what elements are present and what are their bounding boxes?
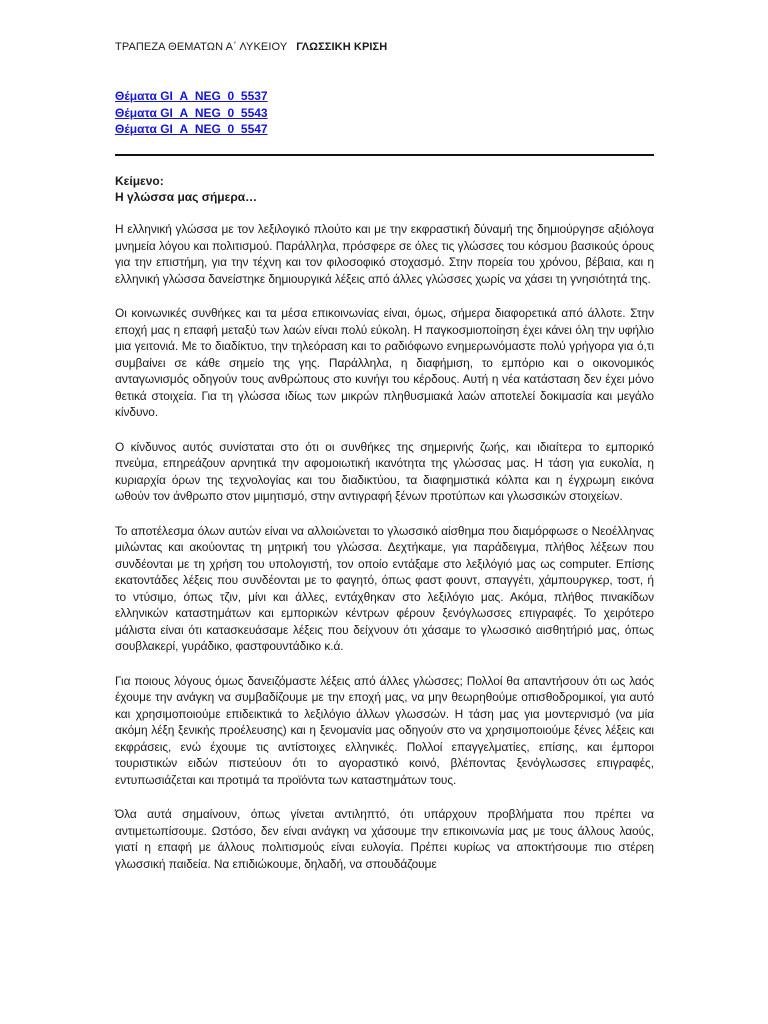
paragraph-1: Η ελληνική γλώσσα με τον λεξιλογικό πλούτο και με την εκφραστική δύναμή της δημιούργησε αξιόλογα μνημεία λόγου και πολιτισμού. Παράλληλα, πρόσφερε σε όλες τις γλώσσες του κόσμου βασικούς όρους για την επιστήμη, για την τέχνη και τον φιλοσοφικό στοχασμό. Στην πορεία του χρόνου, βέβαια, και η ελληνική γλώσσα δανείστηκε δημιουργικά λέξεις από άλλες γλώσσες χωρίς να χάσει τη γνησιότητά της. — [115, 222, 654, 286]
text-label: Κείμενο: — [115, 174, 164, 188]
horizontal-divider — [115, 154, 654, 156]
paragraph-4: Το αποτέλεσμα όλων αυτών είναι να αλλοιώνεται το γλωσσικό αίσθημα που διαμόρφωσε ο Νεοέλληνας μιλώντας και ακούοντας τη μητρική του γλώσσα. Δεχτήκαμε, για παράδειγμα, πλήθος λέξεων που συνδέονται με τη χρήση του υπολογιστή, τον οποίο εντάξαμε στο λεξιλόγιό μας ως computer. Επίσης εκατοντάδες λέξεις που συνδέονται με το φαγητό, όπως φαστ φουντ, σπαγγέτι, χάμπουργκερ, τοστ, ή το ντύσιμο, όπως τζιν, μίνι και άλλες, εντάχθηκαν στο λεξιλόγιο μας. Ακόμα, πλήθος πινακίδων ελληνικών καταστημάτων και εμπορικών κέντρων φέρουν ξενόγλωσσες επιγραφές. Το χειρότερο μάλιστα είναι ότι κατασκευάσαμε λέξεις που δείχνουν ότι χάσαμε το γλωσσικό αισθητήριό μας, όπως σουβλακερί, γυράδικο, φαστφουντάδικο κ.ά. — [115, 523, 654, 653]
text-title: Η γλώσσα μας σήμερα… — [115, 190, 258, 204]
topic-link-5537[interactable]: Θέματα GI_A_NEG_0_5537 — [115, 89, 268, 103]
topic-link-5543[interactable]: Θέματα GI_A_NEG_0_5543 — [115, 105, 268, 120]
paragraph-5: Για ποιους λόγους όμως δανειζόμαστε λέξεις από άλλες γλώσσες; Πολλοί θα απαντήσουν ότι ως λαός έχουμε την ανάγκη να συμβαδίζουμε με την εποχή μας, να μην θεωρηθούμε οπισθοδρομικοί, για αυτό και χρησιμοποιούμε επιδεικτικά το λεξιλόγιο άλλων γλωσσών. Η τάση μας για μοντερνισμό (να μία ακόμη λέξη ξενικής προέλευσης) και η ξενομανία μας οδηγούν στο να χρησιμοποιούμε ξένες λέξεις και εκφράσεις, ενώ έχουμε τις αντίστοιχες ελληνικές. Πολλοί επαγγελματίες, επίσης, και έμποροι τουριστικών ειδών πιστεύουν ότι το αγοραστικό κοινό, βλέποντας ξενόγλωσσες επιγραφές, εντυπωσιάζεται και προτιμά τα προϊόντα των καταστημάτων τους. — [115, 673, 654, 787]
article-body — [115, 221, 654, 890]
topic-links — [115, 88, 268, 138]
topic-link-5547[interactable]: Θέματα GI_A_NEG_0_5547 — [115, 122, 268, 136]
page-header — [115, 41, 387, 53]
paragraph-2: Οι κοινωνικές συνθήκες και τα μέσα επικοινωνίας είναι, όμως, σήμερα διαφορετικά από άλλοτε. Στην εποχή μας η επαφή μεταξύ των λαών είναι πολύ εύκολη. Η παγκοσμιοποίηση έχει κάνει όλη την υφήλιο μια γειτονιά. Με το διαδίκτυο, την τηλεόραση και το ραδιόφωνο ενημερωνόμαστε πολύ γρήγορα για ό,τι συμβαίνει σε κάθε σημείο της γης. Παράλληλα, η διαφήμιση, το εμπόριο και ο οικονομικός ανταγωνισμός οδηγούν τους ανθρώπους στο κυνήγι του κέρδους. Αυτή η νέα κατάσταση δεν έχει μόνο θετικά στοιχεία. Για τη γλώσσα ιδίως των μικρών πληθυσμιακά λαών αποτελεί δοκιμασία και μεγάλο κίνδυνο. — [115, 306, 654, 419]
header-series: ΤΡΑΠΕΖΑ ΘΕΜΑΤΩΝ Α΄ ΛΥΚΕΙΟΥ — [115, 41, 288, 53]
paragraph-6: Όλα αυτά σημαίνουν, όπως γίνεται αντιληπτό, ότι υπάρχουν προβλήματα που πρέπει να αντιμετωπίσουμε. Ωστόσο, δεν είναι ανάγκη να χάσουμε την επικοινωνία μας με τους άλλους λαούς, γιατί η επαφή με άλλους πολιτισμούς είναι ευλογία. Πρέπει κυρίως να αποκτήσουμε πιο στέρεη γλωσσική παιδεία. Να επιδιώκουμε, δηλαδή, να σπουδάζουμε — [115, 807, 654, 871]
header-subject: ΓΛΩΣΣΙΚΗ ΚΡΙΣΗ — [296, 41, 388, 53]
paragraph-3: Ο κίνδυνος αυτός συνίσταται στο ότι οι συνθήκες της σημερινής ζωής, και ιδιαίτερα το εμπορικό πνεύμα, επηρεάζουν αρνητικά την αφομοιωτική ικανότητα της γλώσσας μας. Η τάση για ευκολία, η κυριαρχία όρων της τεχνολογίας και του διαδικτύου, τα διαφημιστικά κόλπα και η έγχρωμη εικόνα ωθούν τον άνθρωπο στον μιμητισμό, στην αντιγραφή ξένων προτύπων και γλωσσικών στοιχείων. — [115, 439, 654, 503]
